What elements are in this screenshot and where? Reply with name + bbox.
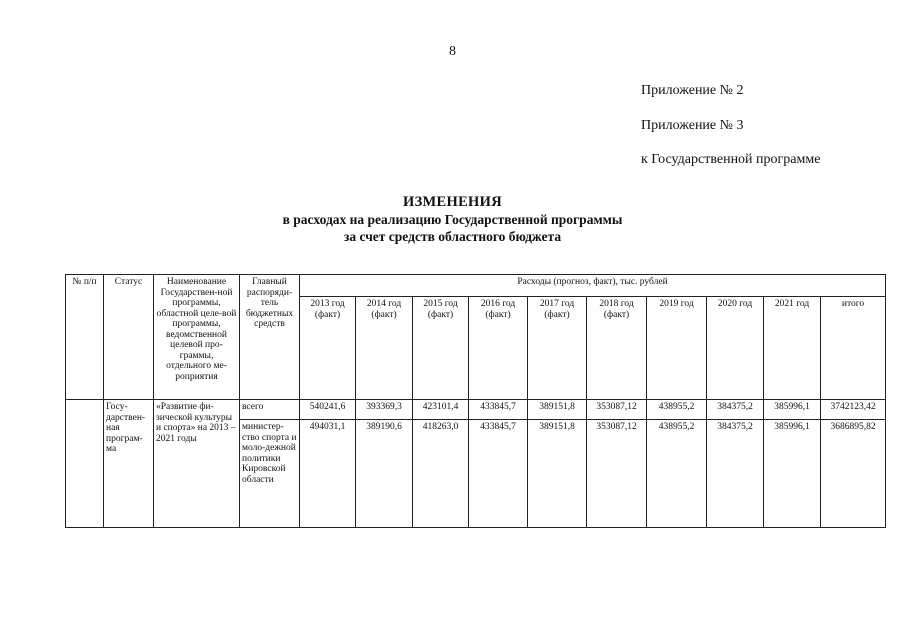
- header-name: Наименование Государствен-ной программы, областной целе-вой программы, ведомственной целевой про-граммы, отдельного ме-роприятия: [154, 275, 240, 400]
- header-year: 2014 год (факт): [356, 297, 413, 400]
- cell-value: 353087,12: [587, 400, 647, 420]
- cell-manager: всего: [240, 400, 300, 420]
- header-year: 2016 год (факт): [469, 297, 528, 400]
- header-year: 2018 год (факт): [587, 297, 647, 400]
- cell-value: 438955,2: [647, 420, 707, 528]
- appendix-line-2: Приложение № 3: [641, 118, 744, 133]
- header-status: Статус: [104, 275, 154, 400]
- cell-num: [66, 400, 104, 528]
- header-year: 2020 год: [707, 297, 764, 400]
- header-year: 2019 год: [647, 297, 707, 400]
- cell-value: 540241,6: [300, 400, 356, 420]
- cell-status: Госу-дарствен-ная програм-ма: [104, 400, 154, 528]
- cell-value: 433845,7: [469, 400, 528, 420]
- header-expenses: Расходы (прогноз, факт), тыс. рублей: [300, 275, 886, 297]
- cell-value: 385996,1: [764, 420, 821, 528]
- header-year: 2013 год (факт): [300, 297, 356, 400]
- cell-value: 389190,6: [356, 420, 413, 528]
- cell-value: 494031,1: [300, 420, 356, 528]
- cell-value: 385996,1: [764, 400, 821, 420]
- cell-value: 384375,2: [707, 420, 764, 528]
- document-title: [0, 194, 905, 245]
- cell-value: 433845,7: [469, 420, 528, 528]
- header-year: 2021 год: [764, 297, 821, 400]
- appendix-line-3: к Государственной программе: [641, 152, 821, 167]
- header-manager: Главный распоряди-тель бюджетных средств: [240, 275, 300, 400]
- title-sub-1: в расходах на реализацию Государственной программы: [282, 212, 623, 227]
- cell-value: 418263,0: [413, 420, 469, 528]
- cell-value: 389151,8: [528, 400, 587, 420]
- cell-value: 353087,12: [587, 420, 647, 528]
- expenses-table: [65, 274, 886, 528]
- cell-value: 393369,3: [356, 400, 413, 420]
- cell-value: 389151,8: [528, 420, 587, 528]
- cell-total: 3686895,82: [821, 420, 886, 528]
- page-number: 8: [449, 44, 456, 59]
- header-num: № п/п: [66, 275, 104, 400]
- cell-value: 423101,4: [413, 400, 469, 420]
- appendix-line-1: Приложение № 2: [641, 83, 744, 98]
- cell-manager: министер-ство спорта и моло-дежной политики Кировской области: [240, 420, 300, 528]
- table-row: [66, 400, 886, 420]
- header-total: итого: [821, 297, 886, 400]
- title-main: ИЗМЕНЕНИЯ: [403, 194, 502, 210]
- header-year: 2015 год (факт): [413, 297, 469, 400]
- header-year: 2017 год (факт): [528, 297, 587, 400]
- cell-value: 384375,2: [707, 400, 764, 420]
- cell-program-name: «Развитие фи-зической культуры и спорта» на 2013 – 2021 годы: [154, 400, 240, 528]
- cell-value: 438955,2: [647, 400, 707, 420]
- title-sub-2: за счет средств областного бюджета: [343, 229, 562, 244]
- cell-total: 3742123,42: [821, 400, 886, 420]
